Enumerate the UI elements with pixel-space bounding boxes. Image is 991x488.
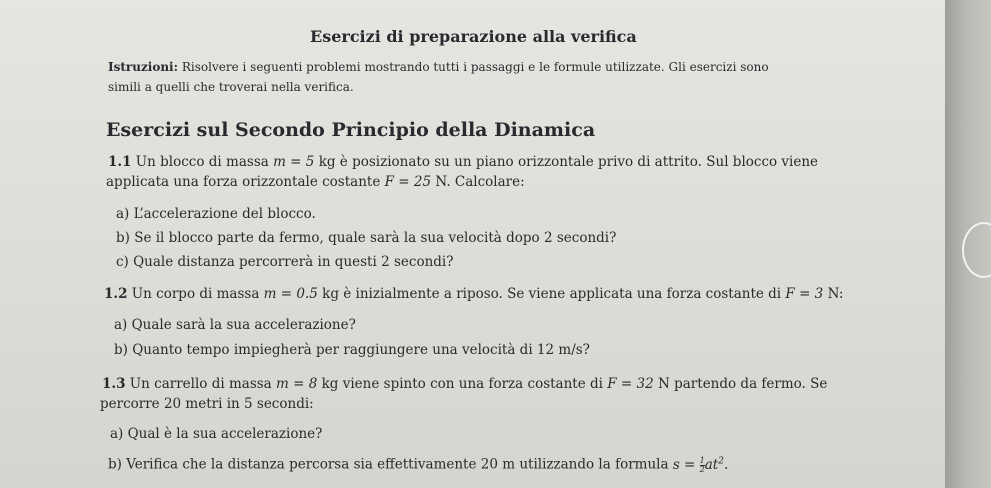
question-item-with-formula (108, 451, 728, 476)
problem-text: kg è inizialmente a riposo. Se viene applicata una forza costante di (322, 286, 782, 302)
problem-text: kg viene spinto con una forza costante di (321, 376, 603, 392)
question-item: b) Se il blocco parte da fermo, quale sarà la sua velocità dopo 2 secondi? (116, 230, 617, 246)
page-title: Esercizi di preparazione alla verifica (310, 27, 637, 46)
mass-value: m = 5 (273, 154, 315, 170)
problem-text: Un carrello di massa (129, 376, 272, 392)
problem-text: N partendo da fermo. Se (658, 376, 828, 392)
problem-text: applicata una forza orizzontale costante (106, 174, 381, 190)
problem-1-2-line-1 (104, 284, 843, 305)
question-item: a) Qual è la sua accelerazione? (110, 426, 323, 442)
problem-text: N. Calcolare: (435, 174, 525, 190)
question-text: b) Verifica che la distanza percorsa sia effettivamente 20 m utilizzando la formula (108, 456, 669, 473)
instructions-label: Istruzioni: (108, 60, 179, 74)
formula: s = $\frac{1}{2}$ $at^2$. (672, 455, 729, 474)
problem-1-3-line-1 (102, 374, 827, 395)
instructions-line-1: Risolvere i seguenti problemi mostrando tutti i passaggi e le formule utilizzate. Gli esercizi sono (181, 60, 769, 74)
force-value: F = 3 (785, 286, 824, 302)
instructions-line-2: simili a quelli che troverai nella verifica. (108, 80, 354, 94)
problem-1-1-line-1 (108, 152, 818, 173)
problem-text: N: (827, 286, 844, 302)
formula-fraction: $\frac{1}{2}$ (699, 455, 705, 474)
problem-1-3-line-2: percorre 20 metri in 5 secondi: (100, 396, 314, 412)
problem-text: Un blocco di massa (135, 154, 269, 170)
mass-value: m = 0.5 (263, 286, 318, 302)
question-item: a) Quale sarà la sua accelerazione? (114, 317, 356, 333)
problem-number: 1.3 (102, 376, 126, 392)
problem-text: Un corpo di massa (131, 286, 260, 302)
question-item: a) L’accelerazione del blocco. (116, 206, 316, 222)
problem-text: kg è posizionato su un piano orizzontale privo di attrito. Sul blocco viene (318, 154, 819, 170)
force-value: F = 25 (384, 174, 432, 190)
question-item: c) Quale distanza percorrerà in questi 2 secondi? (116, 254, 454, 270)
force-value: F = 32 (607, 376, 654, 392)
problem-1-1-line-2 (106, 172, 525, 193)
problem-number: 1.1 (108, 154, 132, 170)
instructions (108, 57, 769, 97)
mass-value: m = 8 (276, 376, 318, 392)
problem-number: 1.2 (104, 286, 128, 302)
question-item: b) Quanto tempo impiegherà per raggiungere una velocità di 12 m/s? (114, 342, 590, 358)
section-title: Esercizi sul Secondo Principio della Dinamica (106, 119, 596, 141)
